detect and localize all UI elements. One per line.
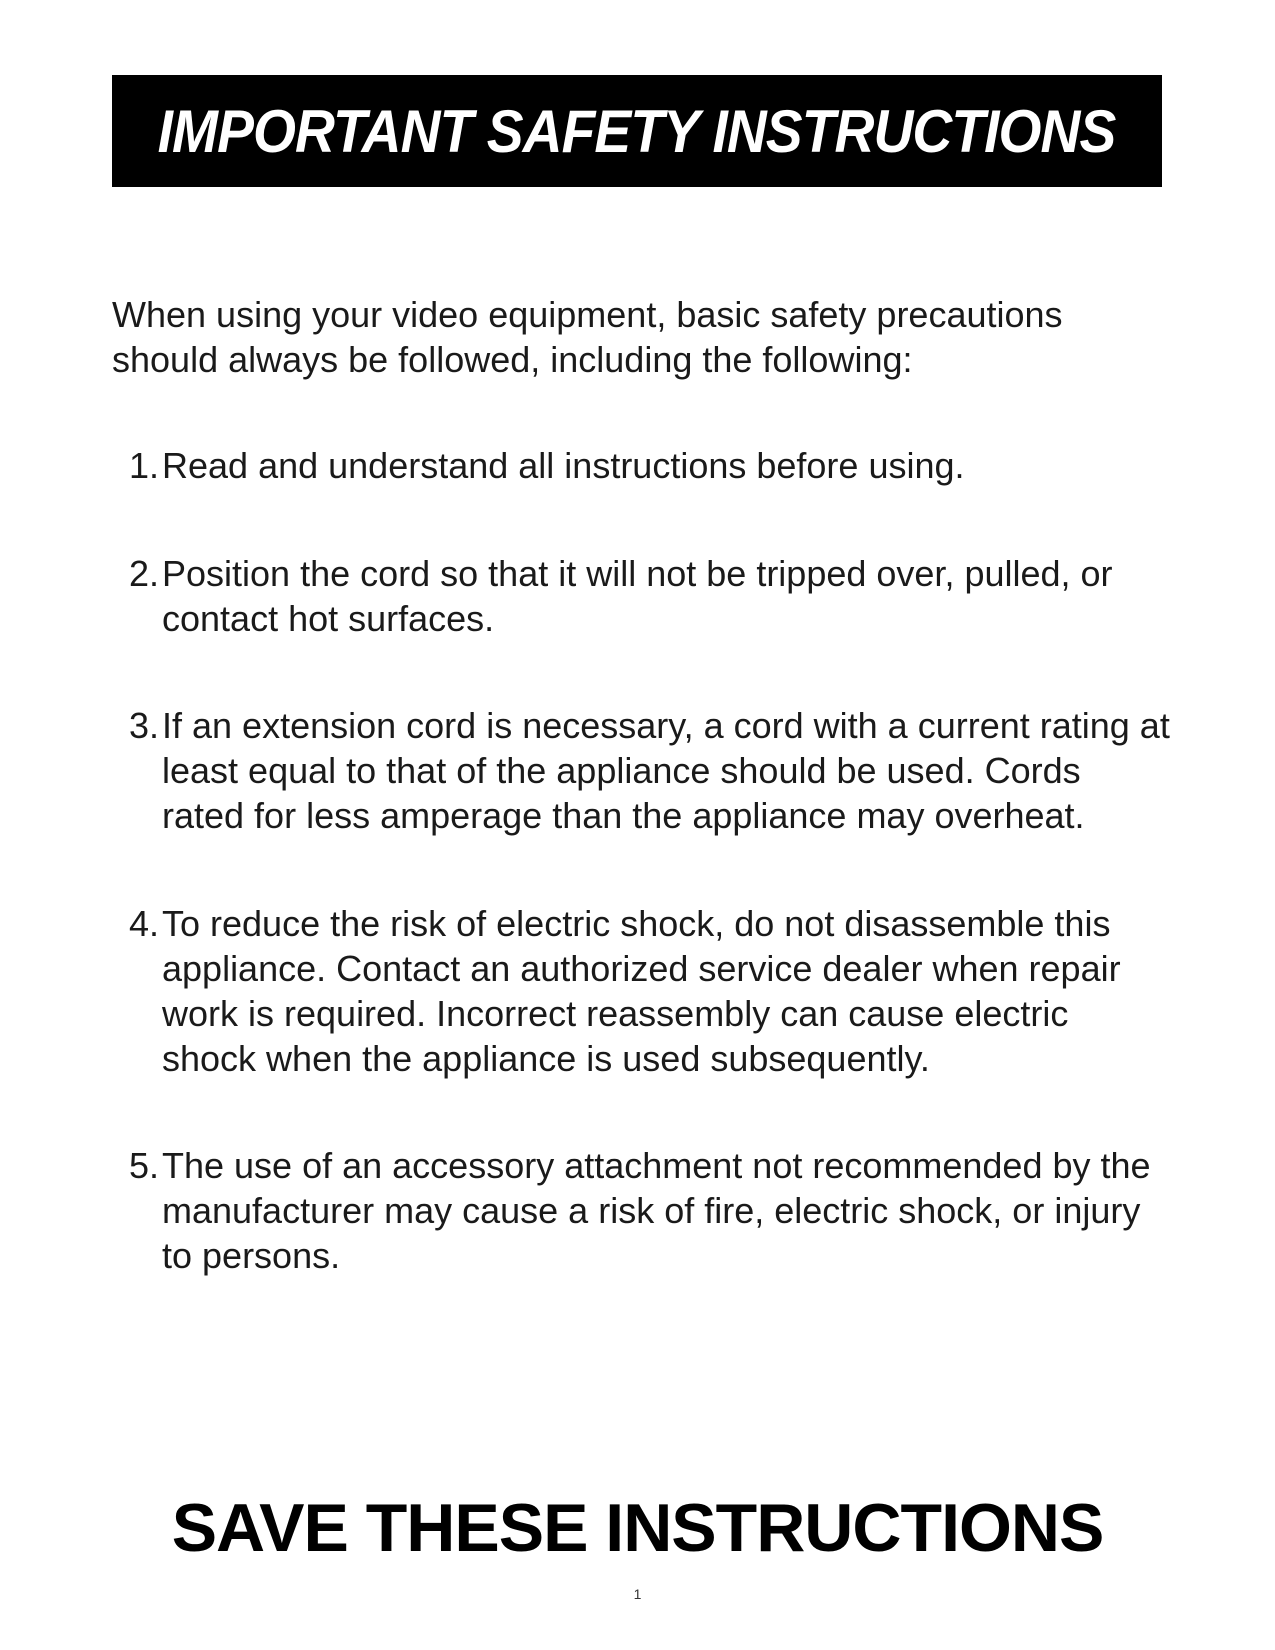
- list-item: [112, 443, 1172, 488]
- intro-paragraph: When using your video equipment, basic safety precautions should always be followed, including the following:: [112, 294, 1063, 380]
- list-item-number: 1.: [128, 445, 159, 486]
- list-item-text: To reduce the risk of electric shock, do not disassemble this appliance. Contact an authorized service dealer when repair work is required. Incorrect reassembly can cause electric shock when the appliance is used subsequently.: [162, 903, 1121, 1079]
- list-item: [112, 1143, 1172, 1278]
- list-item-number: 3.: [128, 705, 159, 746]
- list-item-text: The use of an accessory attachment not recommended by the manufacturer may cause a risk of fire, electric shock, or injury to persons.: [162, 1145, 1151, 1276]
- list-item: [112, 703, 1172, 838]
- save-instructions-heading: SAVE THESE INSTRUCTIONS: [171, 1490, 1104, 1566]
- list-item-number: 5.: [128, 1145, 159, 1186]
- list-item-text: Position the cord so that it will not be tripped over, pulled, or contact hot surfaces.: [162, 553, 1113, 639]
- page-title: IMPORTANT SAFETY INSTRUCTIONS: [158, 97, 1116, 165]
- list-item-text: If an extension cord is necessary, a cord with a current rating at least equal to that of the appliance should be used. Cords rated for less amperage than the appliance may overheat.: [162, 705, 1170, 836]
- list-item: [112, 551, 1172, 641]
- title-banner: [112, 75, 1162, 187]
- list-item: [112, 901, 1172, 1081]
- list-item-number: 4.: [128, 903, 159, 944]
- list-item-text: Read and understand all instructions before using.: [162, 445, 965, 486]
- list-item-number: 2.: [128, 553, 159, 594]
- page-number: 1: [633, 1586, 642, 1602]
- instructions-list: [112, 443, 1172, 1278]
